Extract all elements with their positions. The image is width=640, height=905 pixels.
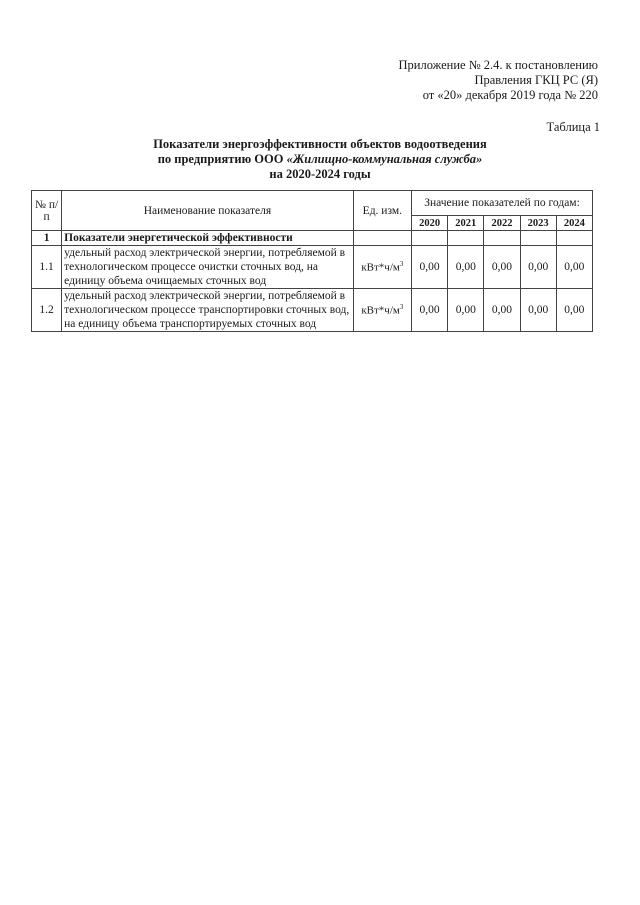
row-unit-sup: 3 bbox=[399, 260, 404, 269]
row-value: 0,00 bbox=[448, 246, 484, 289]
row-name: удельный расход электрической энергии, потребляемой в технологическом процессе транспортировки сточных вод, на единицу объема транспортируемых сточных вод bbox=[62, 289, 354, 332]
table-row bbox=[32, 289, 593, 332]
section-row bbox=[32, 231, 593, 246]
section-title: Показатели энергетической эффективности bbox=[62, 231, 354, 246]
title-line-2 bbox=[0, 152, 640, 167]
section-empty bbox=[353, 231, 411, 246]
document-header bbox=[399, 58, 598, 103]
header-num: № п/п bbox=[32, 191, 62, 231]
row-value: 0,00 bbox=[484, 289, 520, 332]
header-line-3: от «20» декабря 2019 года № 220 bbox=[422, 88, 598, 102]
header-year-2021: 2021 bbox=[448, 216, 484, 231]
table-row bbox=[32, 246, 593, 289]
header-year-2020: 2020 bbox=[411, 216, 447, 231]
header-unit: Ед. изм. bbox=[353, 191, 411, 231]
row-value: 0,00 bbox=[411, 289, 447, 332]
row-value: 0,00 bbox=[448, 289, 484, 332]
row-unit bbox=[353, 246, 411, 289]
title-line-2-prefix: по предприятию ООО bbox=[157, 152, 287, 166]
indicators-table bbox=[31, 190, 593, 332]
row-value: 0,00 bbox=[556, 289, 592, 332]
row-num: 1.1 bbox=[32, 246, 62, 289]
header-year-2022: 2022 bbox=[484, 216, 520, 231]
row-value: 0,00 bbox=[411, 246, 447, 289]
row-value: 0,00 bbox=[520, 246, 556, 289]
section-empty bbox=[556, 231, 592, 246]
title-line-3: на 2020-2024 годы bbox=[269, 167, 371, 181]
section-empty bbox=[411, 231, 447, 246]
row-num: 1.2 bbox=[32, 289, 62, 332]
row-value: 0,00 bbox=[520, 289, 556, 332]
document-title bbox=[0, 137, 640, 182]
row-name: удельный расход электрической энергии, потребляемой в технологическом процессе очистки сточных вод, на единицу объема очищаемых сточных вод bbox=[62, 246, 354, 289]
header-name: Наименование показателя bbox=[62, 191, 354, 231]
section-num: 1 bbox=[32, 231, 62, 246]
row-unit bbox=[353, 289, 411, 332]
header-line-2: Правления ГКЦ РС (Я) bbox=[474, 73, 598, 87]
row-unit-text: кВт*ч/м bbox=[361, 261, 400, 274]
header-year-2023: 2023 bbox=[520, 216, 556, 231]
title-line-1: Показатели энергоэффективности объектов водоотведения bbox=[153, 137, 487, 151]
row-unit-sup: 3 bbox=[399, 303, 404, 312]
section-empty bbox=[520, 231, 556, 246]
row-unit-text: кВт*ч/м bbox=[361, 304, 400, 317]
row-value: 0,00 bbox=[556, 246, 592, 289]
header-values: Значение показателей по годам: bbox=[411, 191, 592, 216]
section-empty bbox=[484, 231, 520, 246]
row-value: 0,00 bbox=[484, 246, 520, 289]
section-empty bbox=[448, 231, 484, 246]
table-label: Таблица 1 bbox=[546, 120, 600, 134]
title-company-name: «Жилищно-коммунальная служба» bbox=[286, 152, 483, 166]
header-line-1: Приложение № 2.4. к постановлению bbox=[398, 58, 598, 72]
header-year-2024: 2024 bbox=[556, 216, 592, 231]
